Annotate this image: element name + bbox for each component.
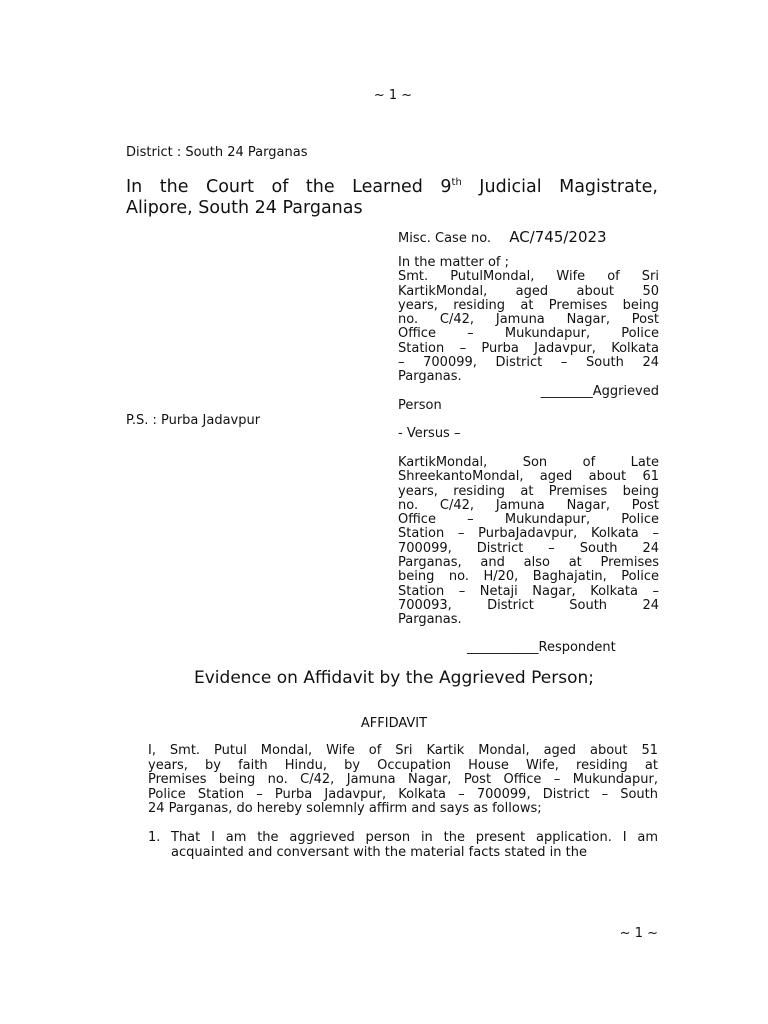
petitioner-block: In the matter of ; Smt. PutulMondal, Wife of Sri KartikMondal, aged about 50 years, residing at Premises being no. C/42, Jamuna Nagar, Post Office – Mukundapur, Police Station – Purba Jadavpur, Kolkata – 700099, District – South 24 Parganas.: [398, 255, 659, 385]
respondent-block: KartikMondal, Son of Late ShreekantoMondal, aged about 61 years, residing at Premises being no. C/42, Jamuna Nagar, Post Office – Mukundapur, Police Station – PurbaJadavpur, Kolkata – 700099, District – South 24 Parganas, and also at Premises being no. H/20, Baghajatin, Police Station – Netaji Nagar, Kolkata – 700093, District South 24 Parganas.: [398, 455, 659, 628]
evidence-heading: Evidence on Affidavit by the Aggrieved Person;: [194, 668, 594, 688]
aggrieved-tag: ________Aggrieved: [540, 384, 659, 399]
list-item-number: 1.: [148, 830, 161, 845]
court-title: [126, 172, 658, 219]
police-station: P.S. : Purba Jadavpur: [126, 413, 261, 428]
court-title-line2: Alipore, South 24 Parganas: [126, 197, 363, 218]
page-footer: ~ 1 ~: [619, 926, 658, 941]
versus-line: - Versus –: [398, 426, 461, 441]
affidavit-paragraph: I, Smt. Putul Mondal, Wife of Sri Kartik Mondal, aged about 51 years, by faith Hindu, by Occupation House Wife, residing at Premises being no. C/42, Jamuna Nagar, Post Office – Mukundapur, Police Station – Purba Jadavpur, Kolkata – 700099, District – South 24 Parganas, do hereby solemnly affirm and says as follows;: [148, 743, 658, 817]
matter-intro: In the matter of ;: [398, 255, 510, 270]
respondent-tag: ___________Respondent: [467, 640, 616, 655]
aggrieved-tag-2: Person: [398, 398, 442, 413]
page-header: ~ 1 ~: [373, 88, 413, 103]
case-number-row: [398, 228, 607, 246]
district-line: District : South 24 Parganas: [126, 145, 308, 160]
court-title-line1: In the Court of the Learned 9th Judicial Magistrate,: [126, 176, 658, 197]
affidavit-heading: AFFIDAVIT: [360, 716, 428, 731]
case-number: AC/745/2023: [509, 228, 607, 246]
case-label: Misc. Case no.: [398, 231, 492, 246]
